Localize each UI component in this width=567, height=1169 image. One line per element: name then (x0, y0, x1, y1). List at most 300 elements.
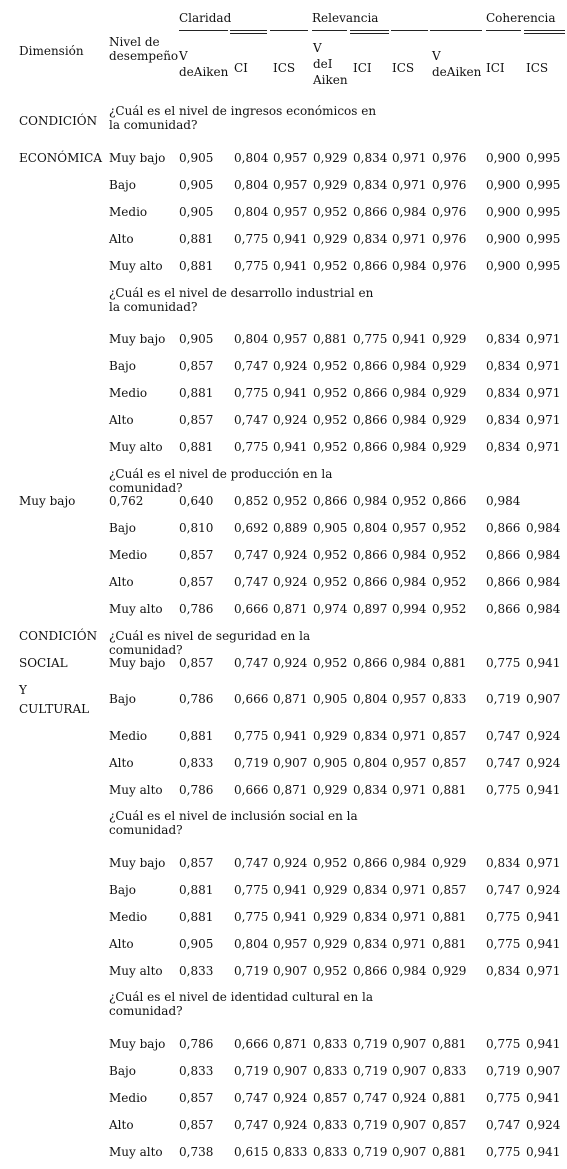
value-cell: 0,833 (313, 1118, 348, 1132)
header-subcolumn: ICS (526, 61, 549, 75)
value-cell: 0,929 (313, 937, 348, 951)
value-cell: 0,984 (526, 548, 561, 562)
value-cell: 0,866 (486, 521, 521, 535)
value-cell: 0,974 (313, 602, 348, 616)
level-label: Muy bajo (109, 332, 166, 346)
value-cell: 0,952 (313, 205, 348, 219)
level-label: Medio (109, 729, 148, 743)
value-cell: 0,957 (273, 937, 308, 951)
level-label: Bajo (109, 883, 136, 897)
value-cell: 0,905 (179, 178, 214, 192)
value-cell: 0,833 (313, 1037, 348, 1051)
value-cell: 0,786 (179, 602, 214, 616)
value-cell: 0,924 (273, 548, 308, 562)
value-cell: 0,834 (353, 151, 388, 165)
value-cell: 0,976 (432, 259, 467, 273)
value-cell: 0,881 (432, 1037, 467, 1051)
value-cell: 0,941 (526, 1145, 561, 1159)
value-cell: 0,941 (526, 910, 561, 924)
value-cell: 0,775 (486, 1145, 521, 1159)
header-rule (430, 30, 482, 31)
value-cell: 0,866 (353, 259, 388, 273)
value-cell: 0,971 (526, 359, 561, 373)
value-cell: 0,941 (273, 729, 308, 743)
value-cell: 0,804 (234, 332, 269, 346)
value-cell: 0,971 (526, 413, 561, 427)
level-label: Muy alto (109, 602, 163, 616)
value-cell: 0,866 (353, 656, 388, 670)
value-cell: 0,775 (486, 937, 521, 951)
header-subcolumn: ICS (392, 61, 415, 75)
value-cell: 0,747 (486, 883, 521, 897)
value-cell: 0,834 (486, 964, 521, 978)
value-cell: 0,924 (392, 1091, 427, 1105)
value-cell: 0,952 (313, 440, 348, 454)
value-cell: 0,857 (179, 548, 214, 562)
value-cell: 0,866 (486, 602, 521, 616)
value-cell: 0,900 (486, 205, 521, 219)
value-cell: 0,929 (313, 151, 348, 165)
value-cell: 0,834 (353, 729, 388, 743)
value-cell: 0,984 (392, 440, 427, 454)
value-cell: 0,971 (392, 232, 427, 246)
dimension-label: CONDICIÓN (19, 114, 98, 128)
value-cell: 0,929 (313, 729, 348, 743)
level-label: Medio (109, 548, 148, 562)
value-cell: 0,952 (313, 386, 348, 400)
level-label: Muy bajo (109, 1037, 166, 1051)
value-cell: 0,971 (392, 883, 427, 897)
value-cell: 0,810 (179, 521, 214, 535)
value-cell: 0,952 (313, 575, 348, 589)
value-cell: 0,857 (179, 856, 214, 870)
level-label: Bajo (109, 1064, 136, 1078)
header-rule (179, 30, 228, 31)
value-cell: 0,833 (179, 1064, 214, 1078)
header-rule (524, 30, 565, 34)
header-level: Nivel de desempeño (109, 35, 179, 63)
value-cell: 0,834 (353, 178, 388, 192)
value-cell: 0,738 (179, 1145, 214, 1159)
value-cell: 0,834 (353, 937, 388, 951)
value-cell: 0,747 (486, 1118, 521, 1132)
header-subcolumn: CI (234, 61, 248, 75)
value-cell: 0,747 (234, 656, 269, 670)
value-cell: 0,924 (273, 856, 308, 870)
value-cell: 0,924 (526, 883, 561, 897)
value-cell: 0,747 (353, 1091, 388, 1105)
value-cell: 0,952 (313, 259, 348, 273)
value-cell: 0,924 (273, 656, 308, 670)
value-cell: 0,929 (313, 178, 348, 192)
value-cell: 0,881 (313, 332, 348, 346)
value-cell: 0,834 (486, 359, 521, 373)
value-cell: 0,833 (273, 1145, 308, 1159)
header-rule (350, 30, 389, 34)
value-cell: 0,984 (392, 386, 427, 400)
value-cell: 0,881 (179, 386, 214, 400)
value-cell: 0,747 (234, 1091, 269, 1105)
value-cell: 0,866 (353, 413, 388, 427)
value-cell: 0,984 (392, 413, 427, 427)
value-cell: 0,929 (432, 386, 467, 400)
level-label: Muy alto (109, 783, 163, 797)
value-cell: 0,775 (234, 232, 269, 246)
value-cell: 0,907 (526, 692, 561, 706)
value-cell: 0,881 (179, 729, 214, 743)
value-cell: 0,881 (432, 656, 467, 670)
value-cell: 0,976 (432, 232, 467, 246)
value-cell: 0,775 (234, 440, 269, 454)
value-cell: 0,929 (313, 783, 348, 797)
value-cell: 0,900 (486, 232, 521, 246)
value-cell: 0,995 (526, 178, 561, 192)
value-cell: 0,905 (179, 205, 214, 219)
value-cell: 0,941 (273, 259, 308, 273)
value-cell: 0,952 (313, 548, 348, 562)
value-cell: 0,984 (392, 964, 427, 978)
dimension-label: SOCIAL (19, 656, 68, 670)
value-cell: 0,924 (273, 413, 308, 427)
value-cell: 0,834 (486, 440, 521, 454)
value-cell: 0,941 (273, 232, 308, 246)
value-cell: 0,905 (313, 756, 348, 770)
value-cell: 0,976 (432, 151, 467, 165)
value-cell: 0,907 (273, 964, 308, 978)
header-dimension: Dimensión (19, 44, 84, 58)
value-cell: 0,857 (179, 575, 214, 589)
value-cell: 0,900 (486, 259, 521, 273)
value-cell: 0,881 (179, 259, 214, 273)
level-label: Alto (109, 413, 134, 427)
header-rule (230, 30, 267, 34)
value-cell: 0,833 (432, 692, 467, 706)
value-cell: 0,941 (526, 1037, 561, 1051)
header-subcolumn: V deI Aiken (313, 41, 348, 87)
question-text: ¿Cuál es nivel de seguridad en la comunidad? (109, 629, 311, 657)
value-cell: 0,941 (273, 440, 308, 454)
value-cell: 0,834 (486, 413, 521, 427)
value-cell: 0,834 (486, 856, 521, 870)
value-cell: 0,984 (392, 359, 427, 373)
value-cell: 0,775 (234, 729, 269, 743)
value-cell: 0,640 (179, 494, 214, 508)
value-cell: 0,747 (234, 548, 269, 562)
header-group: Coherencia (486, 11, 556, 25)
value-cell: 0,907 (392, 1145, 427, 1159)
header-group: Relevancia (312, 11, 379, 25)
value-cell: 0,719 (234, 964, 269, 978)
value-cell: 0,833 (179, 756, 214, 770)
value-cell: 0,941 (526, 1091, 561, 1105)
value-cell: 0,666 (234, 692, 269, 706)
value-cell: 0,719 (353, 1118, 388, 1132)
value-cell: 0,971 (526, 440, 561, 454)
level-label: Muy bajo (109, 151, 166, 165)
value-cell: 0,952 (432, 575, 467, 589)
value-cell: 0,984 (392, 575, 427, 589)
value-cell: 0,984 (392, 656, 427, 670)
value-cell: 0,775 (486, 656, 521, 670)
value-cell: 0,833 (313, 1145, 348, 1159)
value-cell: 0,866 (353, 856, 388, 870)
level-label: Bajo (109, 521, 136, 535)
value-cell: 0,941 (526, 937, 561, 951)
value-cell: 0,881 (432, 910, 467, 924)
level-label: Bajo (109, 178, 136, 192)
value-cell: 0,834 (353, 883, 388, 897)
level-label: Muy alto (109, 259, 163, 273)
value-cell: 0,719 (234, 1064, 269, 1078)
value-cell: 0,747 (486, 729, 521, 743)
value-cell: 0,866 (353, 964, 388, 978)
value-cell: 0,971 (392, 151, 427, 165)
value-cell: 0,976 (432, 205, 467, 219)
header-rule (486, 30, 521, 31)
value-cell: 0,924 (273, 575, 308, 589)
value-cell: 0,747 (234, 1118, 269, 1132)
value-cell: 0,907 (392, 1064, 427, 1078)
level-label: Medio (109, 386, 148, 400)
value-cell: 0,929 (432, 856, 467, 870)
value-cell: 0,941 (526, 783, 561, 797)
value-cell: 0,834 (353, 783, 388, 797)
value-cell: 0,900 (486, 178, 521, 192)
value-cell: 0,866 (353, 440, 388, 454)
question-text: ¿Cuál es el nivel de ingresos económicos en la comunidad? (109, 104, 377, 132)
value-cell: 0,834 (353, 910, 388, 924)
value-cell: 0,692 (234, 521, 269, 535)
level-label: Medio (109, 910, 148, 924)
value-cell: 0,775 (234, 386, 269, 400)
value-cell: 0,995 (526, 151, 561, 165)
value-cell: 0,804 (353, 756, 388, 770)
value-cell: 0,957 (392, 692, 427, 706)
value-cell: 0,857 (432, 883, 467, 897)
value-cell: 0,775 (486, 1037, 521, 1051)
value-cell: 0,804 (234, 205, 269, 219)
header-subcolumn: ICI (353, 61, 372, 75)
value-cell: 0,775 (234, 910, 269, 924)
value-cell: 0,881 (179, 883, 214, 897)
value-cell: 0,719 (353, 1145, 388, 1159)
dimension-label: CONDICIÓN (19, 629, 98, 643)
value-cell: 0,775 (234, 883, 269, 897)
value-cell: 0,866 (353, 575, 388, 589)
value-cell: 0,971 (526, 964, 561, 978)
value-cell: 0,929 (432, 964, 467, 978)
value-cell: 0,929 (432, 413, 467, 427)
level-label: Muy alto (109, 1145, 163, 1159)
value-cell: 0,971 (392, 783, 427, 797)
dimension-label: CULTURAL (19, 702, 90, 716)
value-cell: 0,971 (392, 937, 427, 951)
dimension-label: Y (19, 683, 27, 697)
header-subcolumn: V deAiken (179, 49, 229, 79)
value-cell: 0,719 (353, 1064, 388, 1078)
value-cell: 0,834 (486, 386, 521, 400)
value-cell: 0,719 (486, 1064, 521, 1078)
value-cell: 0,833 (179, 964, 214, 978)
value-cell: 0,984 (526, 602, 561, 616)
value-cell: 0,907 (392, 1037, 427, 1051)
value-cell: 0,747 (234, 359, 269, 373)
question-text: ¿Cuál es el nivel de desarrollo industrial en la comunidad? (109, 286, 374, 314)
value-cell: 0,952 (432, 602, 467, 616)
value-cell: 0,857 (179, 656, 214, 670)
value-cell: 0,957 (392, 756, 427, 770)
value-cell: 0,747 (234, 856, 269, 870)
dimension-label: ECONÓMICA (19, 151, 102, 165)
value-cell: 0,775 (486, 910, 521, 924)
value-cell: 0,995 (526, 232, 561, 246)
value-cell: 0,881 (432, 783, 467, 797)
value-cell: 0,857 (313, 1091, 348, 1105)
value-cell: 0,924 (273, 359, 308, 373)
value-cell: 0,666 (234, 602, 269, 616)
value-cell: 0,857 (179, 1091, 214, 1105)
level-label: Alto (109, 937, 134, 951)
value-cell: 0,871 (273, 602, 308, 616)
value-cell: 0,857 (179, 1118, 214, 1132)
value-cell: 0,747 (486, 756, 521, 770)
value-cell: 0,924 (273, 1091, 308, 1105)
header-rule (312, 30, 347, 31)
value-cell: 0,957 (273, 205, 308, 219)
value-cell: 0,775 (486, 783, 521, 797)
value-cell: 0,971 (526, 386, 561, 400)
level-label: Bajo (109, 359, 136, 373)
value-cell: 0,984 (353, 494, 388, 508)
value-cell: 0,907 (273, 756, 308, 770)
header-rule (391, 30, 428, 31)
header-subcolumn: ICS (273, 61, 296, 75)
value-cell: 0,905 (179, 332, 214, 346)
value-cell: 0,907 (526, 1064, 561, 1078)
value-cell: 0,857 (179, 413, 214, 427)
value-cell: 0,804 (353, 692, 388, 706)
value-cell: 0,866 (353, 386, 388, 400)
level-label: Muy alto (109, 964, 163, 978)
value-cell: 0,984 (392, 548, 427, 562)
value-cell: 0,907 (392, 1118, 427, 1132)
level-label: Muy bajo (109, 856, 166, 870)
value-cell: 0,786 (179, 692, 214, 706)
value-cell: 0,881 (179, 232, 214, 246)
value-cell: 0,857 (179, 359, 214, 373)
value-cell: 0,984 (392, 259, 427, 273)
header-rule (270, 30, 308, 31)
value-cell: 0,924 (526, 756, 561, 770)
value-cell: 0,775 (353, 332, 388, 346)
value-cell: 0,905 (179, 151, 214, 165)
value-cell: 0,871 (273, 783, 308, 797)
value-cell: 0,994 (392, 602, 427, 616)
value-cell: 0,905 (179, 937, 214, 951)
value-cell: 0,833 (432, 1064, 467, 1078)
value-cell: 0,941 (273, 386, 308, 400)
value-cell: 0,747 (234, 413, 269, 427)
value-cell: 0,866 (353, 205, 388, 219)
value-cell: 0,786 (179, 1037, 214, 1051)
value-cell: 0,866 (432, 494, 467, 508)
value-cell: 0,719 (486, 692, 521, 706)
value-cell: 0,866 (486, 548, 521, 562)
level-label: Muy bajo (19, 494, 76, 508)
value-cell: 0,929 (313, 232, 348, 246)
value-cell: 0,881 (179, 910, 214, 924)
value-cell: 0,834 (486, 332, 521, 346)
value-cell: 0,775 (234, 259, 269, 273)
value-cell: 0,881 (432, 937, 467, 951)
header-subcolumn: V deAiken (432, 49, 482, 79)
level-label: Alto (109, 756, 134, 770)
level-label: Alto (109, 575, 134, 589)
value-cell: 0,984 (392, 205, 427, 219)
value-cell: 0,952 (432, 521, 467, 535)
value-cell: 0,866 (353, 359, 388, 373)
value-cell: 0,871 (273, 692, 308, 706)
value-cell: 0,866 (313, 494, 348, 508)
level-label: Alto (109, 232, 134, 246)
value-cell: 0,957 (392, 521, 427, 535)
value-cell: 0,747 (234, 575, 269, 589)
value-cell: 0,941 (392, 332, 427, 346)
value-cell: 0,786 (179, 783, 214, 797)
level-label: Muy alto (109, 440, 163, 454)
value-cell: 0,881 (432, 1145, 467, 1159)
value-cell: 0,924 (526, 1118, 561, 1132)
value-cell: 0,952 (313, 359, 348, 373)
value-cell: 0,804 (234, 937, 269, 951)
value-cell: 0,834 (353, 232, 388, 246)
question-text: ¿Cuál es el nivel de inclusión social en la comunidad? (109, 809, 358, 837)
value-cell: 0,995 (526, 259, 561, 273)
value-cell: 0,952 (313, 413, 348, 427)
value-cell: 0,881 (432, 1091, 467, 1105)
value-cell: 0,762 (109, 494, 144, 508)
value-cell: 0,924 (273, 1118, 308, 1132)
value-cell: 0,957 (273, 332, 308, 346)
level-label: Medio (109, 205, 148, 219)
value-cell: 0,719 (353, 1037, 388, 1051)
value-cell: 0,971 (526, 332, 561, 346)
value-cell: 0,971 (526, 856, 561, 870)
value-cell: 0,905 (313, 692, 348, 706)
value-cell: 0,889 (273, 521, 308, 535)
value-cell: 0,775 (486, 1091, 521, 1105)
value-cell: 0,995 (526, 205, 561, 219)
value-cell: 0,924 (526, 729, 561, 743)
level-label: Alto (109, 1118, 134, 1132)
header-group: Claridad (179, 11, 232, 25)
level-label: Bajo (109, 692, 136, 706)
value-cell: 0,857 (432, 1118, 467, 1132)
value-cell: 0,971 (392, 729, 427, 743)
value-cell: 0,852 (234, 494, 269, 508)
value-cell: 0,929 (432, 440, 467, 454)
value-cell: 0,929 (432, 359, 467, 373)
value-cell: 0,804 (353, 521, 388, 535)
value-cell: 0,804 (234, 178, 269, 192)
value-cell: 0,881 (179, 440, 214, 454)
value-cell: 0,833 (313, 1064, 348, 1078)
value-cell: 0,929 (432, 332, 467, 346)
value-cell: 0,666 (234, 1037, 269, 1051)
value-cell: 0,666 (234, 783, 269, 797)
value-cell: 0,866 (486, 575, 521, 589)
value-cell: 0,984 (486, 494, 521, 508)
